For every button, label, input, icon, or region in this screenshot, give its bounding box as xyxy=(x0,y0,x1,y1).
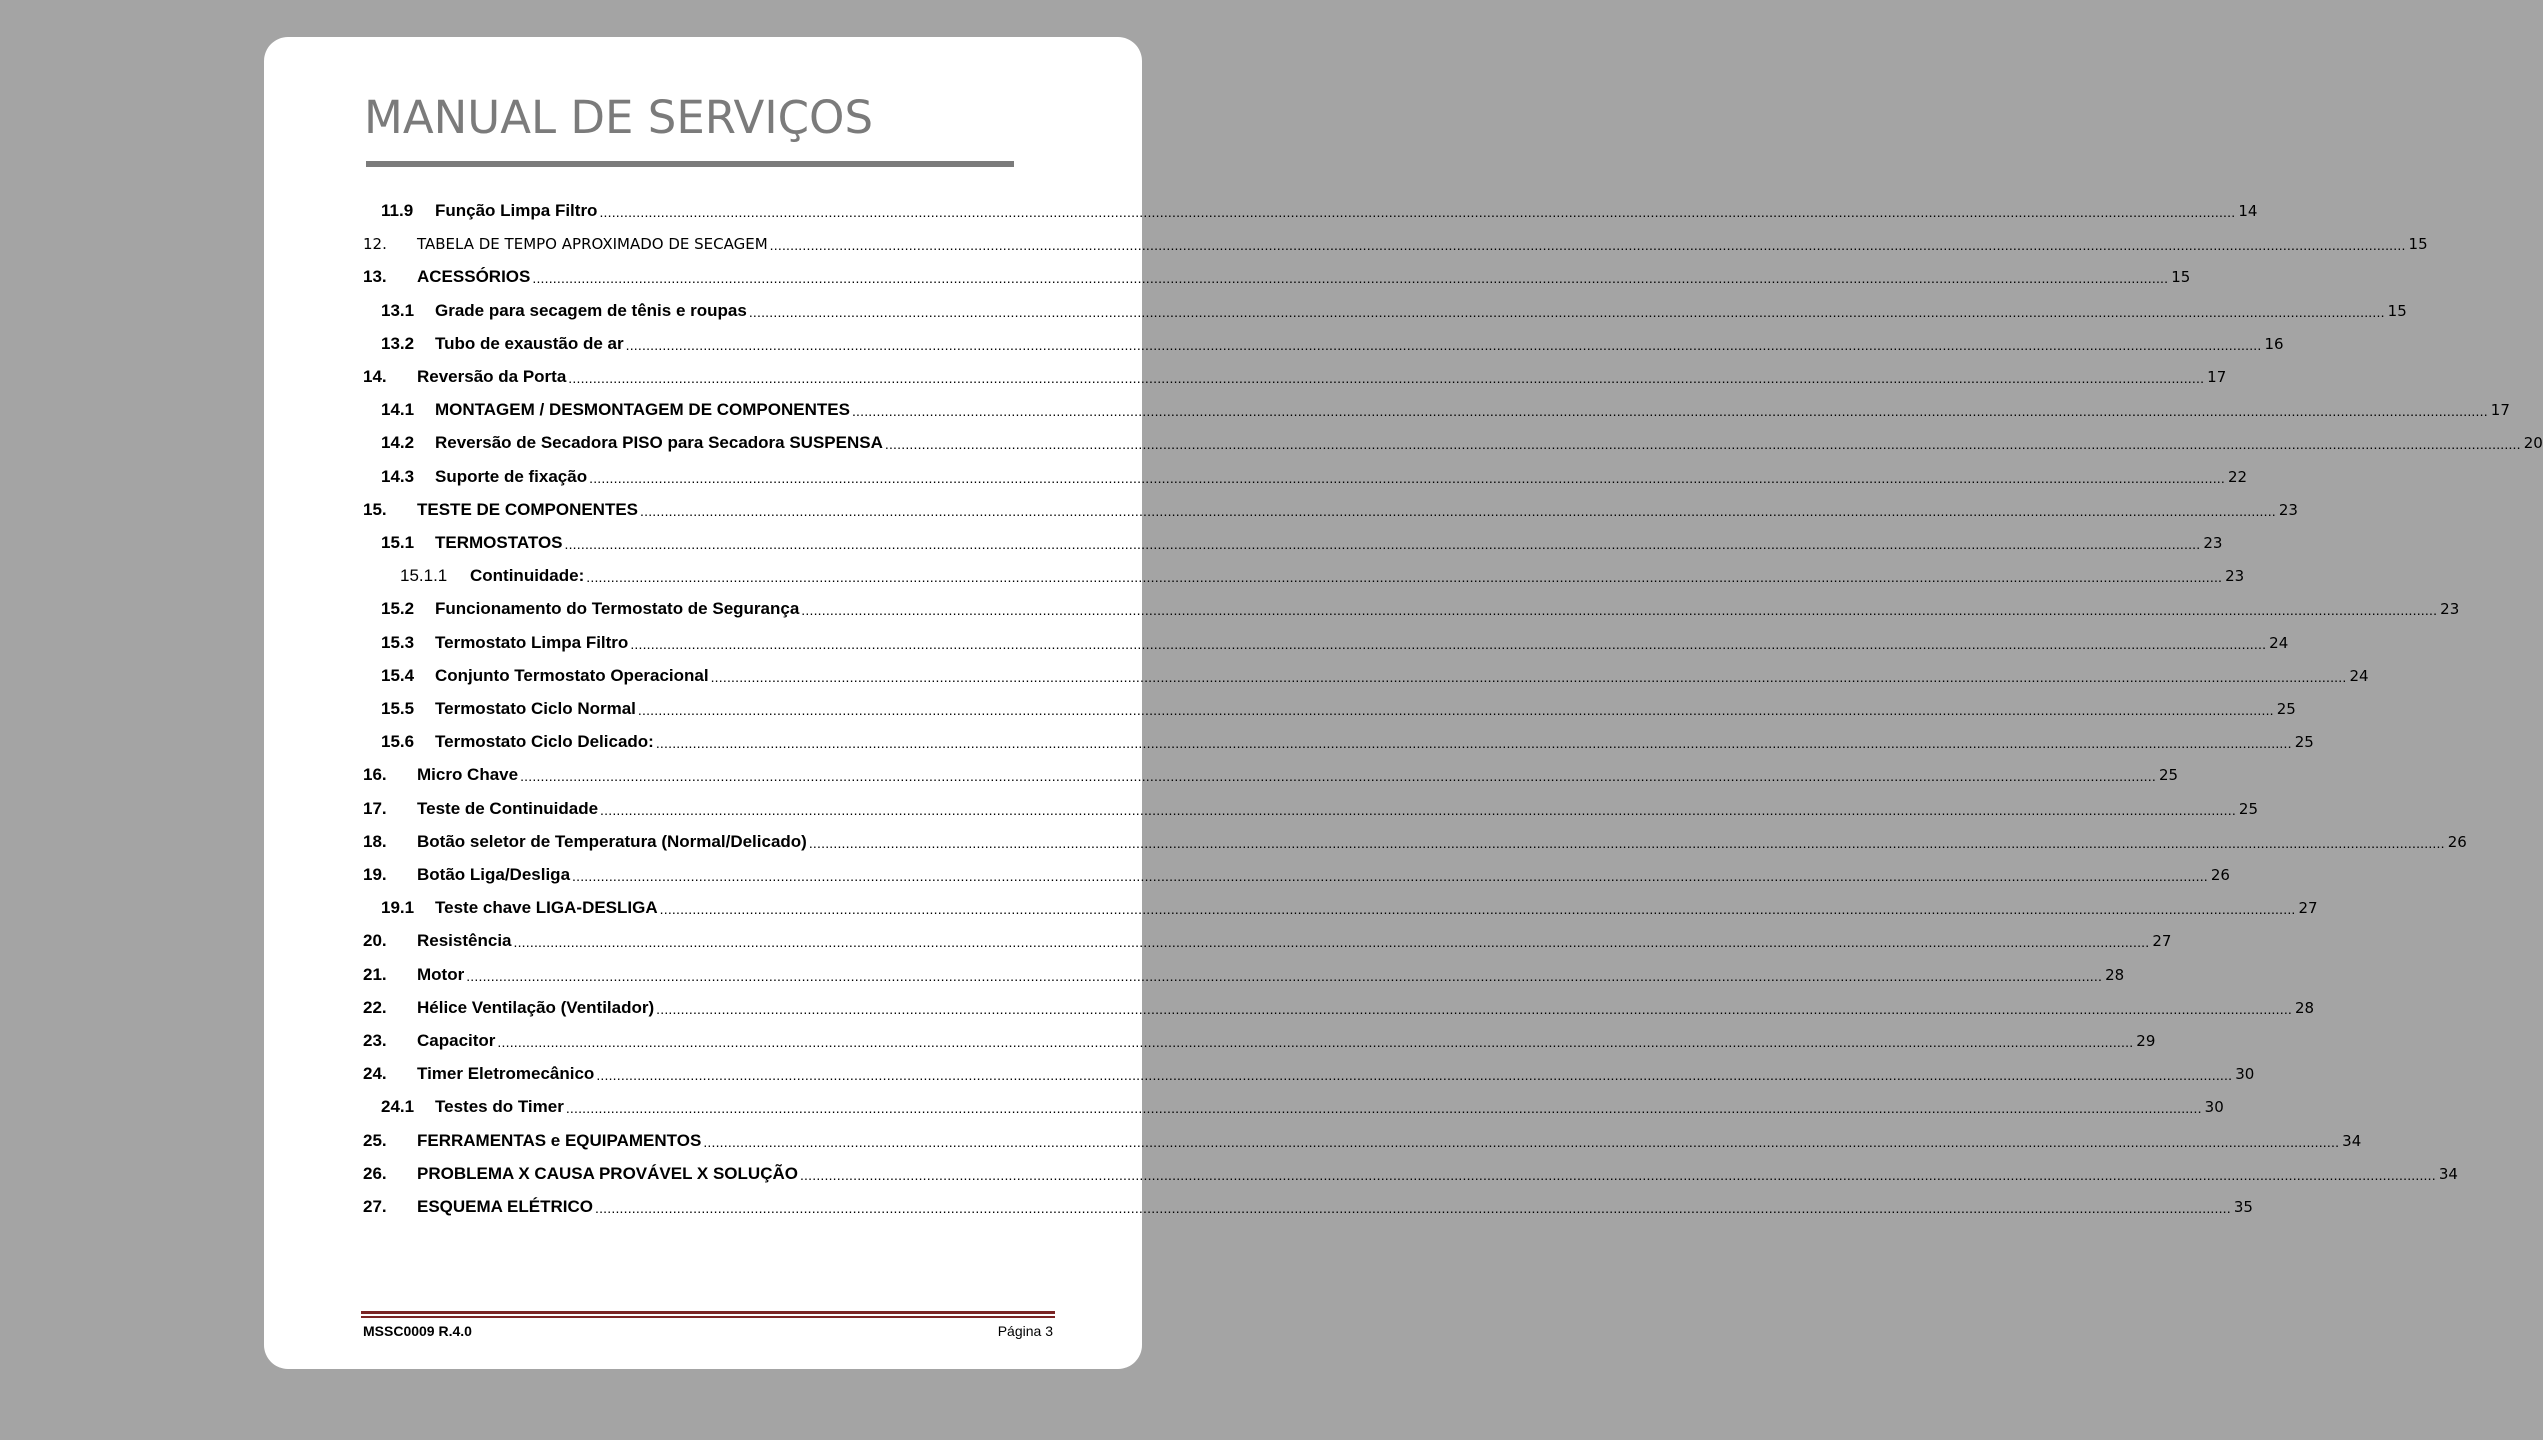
toc-dot-leader: ................................................................................................................................................................................................................................................................................................................................................................................................................ xyxy=(586,569,2223,586)
toc-entry-title: Resistência xyxy=(417,931,512,951)
footer-divider xyxy=(361,1311,1055,1314)
toc-entry-number: 15.2 xyxy=(381,599,415,619)
toc-dot-leader: ................................................................................................................................................................................................................................................................................................................................................................................................................ xyxy=(466,967,2103,984)
toc-entry[interactable] xyxy=(363,359,2227,386)
toc-entry-page: 16 xyxy=(2264,334,2284,353)
toc-entry[interactable] xyxy=(381,525,2223,552)
toc-entry[interactable] xyxy=(381,625,2289,652)
toc-entry-page: 17 xyxy=(2490,401,2510,420)
toc-dot-leader: ................................................................................................................................................................................................................................................................................................................................................................................................................ xyxy=(884,436,2521,453)
toc-entry-title: Grade para secagem de tênis e roupas xyxy=(435,300,747,320)
toc-dot-leader: ................................................................................................................................................................................................................................................................................................................................................................................................................ xyxy=(625,336,2262,353)
toc-entry-page: 15 xyxy=(2171,268,2191,287)
toc-dot-leader: ................................................................................................................................................................................................................................................................................................................................................................................................................ xyxy=(656,1000,2292,1017)
toc-entry-title: PROBLEMA X CAUSA PROVÁVEL X SOLUÇÃO xyxy=(417,1163,798,1183)
toc-entry-page: 25 xyxy=(2238,799,2258,818)
toc-entry-page: 25 xyxy=(2158,766,2179,785)
toc-entry-page: 28 xyxy=(2105,965,2125,984)
toc-entry[interactable] xyxy=(363,923,2172,951)
toc-entry[interactable] xyxy=(381,658,2369,685)
toc-entry-page: 25 xyxy=(2294,733,2314,752)
toc-entry-number: 15.6 xyxy=(381,732,415,752)
toc-entry[interactable] xyxy=(381,1089,2224,1117)
toc-dot-leader: ................................................................................................................................................................................................................................................................................................................................................................................................................ xyxy=(520,768,2156,785)
toc-entry-page: 23 xyxy=(2225,567,2245,586)
toc-entry-page: 14 xyxy=(2238,202,2258,220)
toc-entry-page: 24 xyxy=(2269,633,2289,652)
toc-entry[interactable] xyxy=(400,558,2245,586)
toc-entry-number: 21. xyxy=(363,964,387,984)
toc-entry[interactable] xyxy=(363,791,2258,818)
toc-entry[interactable] xyxy=(363,757,2179,785)
toc-dot-leader: ................................................................................................................................................................................................................................................................................................................................................................................................................ xyxy=(748,303,2385,320)
toc-entry-page: 34 xyxy=(2438,1164,2458,1183)
page-title: MANUAL DE SERVIÇOS xyxy=(364,91,874,144)
toc-entry-number: 13.2 xyxy=(381,333,415,353)
toc-entry[interactable] xyxy=(363,824,2467,851)
toc-entry-title: ESQUEMA ELÉTRICO xyxy=(417,1197,593,1216)
toc-entry-page: 29 xyxy=(2136,1032,2156,1050)
toc-dot-leader: ................................................................................................................................................................................................................................................................................................................................................................................................................ xyxy=(769,237,2406,254)
toc-entry-number: 14.3 xyxy=(381,466,415,486)
toc-entry-page: 30 xyxy=(2235,1065,2255,1084)
toc-entry[interactable] xyxy=(381,724,2314,752)
toc-entry-title: Hélice Ventilação (Ventilador) xyxy=(417,997,655,1017)
toc-entry[interactable] xyxy=(363,1156,2458,1183)
toc-entry[interactable] xyxy=(363,957,2125,984)
toc-entry-number: 13. xyxy=(363,267,387,287)
toc-dot-leader: ................................................................................................................................................................................................................................................................................................................................................................................................................ xyxy=(599,204,2236,220)
toc-entry-title: Micro Chave xyxy=(417,765,519,785)
toc-entry-title: Teste de Continuidade xyxy=(417,798,599,818)
toc-entry[interactable] xyxy=(381,691,2296,718)
toc-entry-number: 18. xyxy=(363,831,387,851)
toc-entry-page: 17 xyxy=(2207,368,2227,386)
toc-dot-leader: ................................................................................................................................................................................................................................................................................................................................................................................................................ xyxy=(595,1200,2231,1216)
toc-dot-leader: ................................................................................................................................................................................................................................................................................................................................................................................................................ xyxy=(799,1166,2436,1183)
toc-entry-title: TABELA DE TEMPO APROXIMADO DE SECAGEM xyxy=(417,235,768,254)
toc-entry-number: 25. xyxy=(363,1130,387,1150)
toc-entry-page: 35 xyxy=(2233,1198,2253,1216)
toc-dot-leader: ................................................................................................................................................................................................................................................................................................................................................................................................................ xyxy=(565,1100,2202,1117)
toc-entry-page: 24 xyxy=(2349,666,2369,685)
toc-entry-title: Continuidade: xyxy=(470,566,585,586)
toc-entry-number: 15.5 xyxy=(381,699,415,718)
toc-entry[interactable] xyxy=(381,425,2543,453)
toc-entry-number: 15.1 xyxy=(381,533,415,552)
toc-entry-page: 23 xyxy=(2440,600,2460,619)
toc-entry[interactable] xyxy=(381,890,2318,918)
toc-dot-leader: ................................................................................................................................................................................................................................................................................................................................................................................................................ xyxy=(564,536,2201,552)
toc-entry-number: 14.2 xyxy=(381,433,415,453)
toc-entry-number: 11.9 xyxy=(381,201,414,220)
toc-entry[interactable] xyxy=(381,459,2248,486)
toc-entry-page: 30 xyxy=(2204,1098,2224,1117)
toc-entry-title: ACESSÓRIOS xyxy=(417,267,531,287)
title-underline xyxy=(366,161,1014,167)
toc-entry-page: 22 xyxy=(2227,467,2248,486)
toc-entry-number: 14. xyxy=(363,367,387,386)
toc-dot-leader: ................................................................................................................................................................................................................................................................................................................................................................................................................ xyxy=(801,602,2438,619)
toc-entry[interactable] xyxy=(363,1056,2255,1084)
toc-entry-number: 23. xyxy=(363,1031,387,1050)
toc-entry[interactable] xyxy=(363,1189,2253,1216)
toc-entry-number: 27. xyxy=(363,1197,387,1216)
toc-entry-number: 24. xyxy=(363,1064,387,1084)
toc-entry-page: 20 xyxy=(2523,434,2543,453)
toc-entry-number: 22. xyxy=(363,997,387,1017)
toc-entry-number: 19. xyxy=(363,865,387,884)
toc-dot-leader: ................................................................................................................................................................................................................................................................................................................................................................................................................ xyxy=(659,901,2296,918)
toc-entry-page: 27 xyxy=(2298,899,2318,918)
toc-entry-title: TERMOSTATOS xyxy=(435,533,563,552)
toc-entry-number: 16. xyxy=(363,765,387,785)
toc-dot-leader: ................................................................................................................................................................................................................................................................................................................................................................................................................ xyxy=(637,702,2274,718)
toc-entry-title: Botão seletor de Temperatura (Normal/Delicado) xyxy=(417,831,807,851)
toc-entry[interactable] xyxy=(381,293,2407,320)
toc-entry[interactable] xyxy=(363,1123,2362,1150)
toc-entry-title: Termostato Ciclo Normal xyxy=(435,699,636,718)
toc-entry-title: Termostato Limpa Filtro xyxy=(435,632,629,652)
page-number: Página 3 xyxy=(997,1323,1053,1339)
toc-entry[interactable] xyxy=(363,492,2298,519)
toc-entry-title: FERRAMENTAS e EQUIPAMENTOS xyxy=(417,1130,702,1150)
toc-entry-title: Capacitor xyxy=(417,1031,496,1050)
toc-entry-title: Motor xyxy=(417,964,465,984)
toc-dot-leader: ................................................................................................................................................................................................................................................................................................................................................................................................................ xyxy=(572,868,2208,884)
toc-entry-page: 15 xyxy=(2387,301,2407,320)
toc-entry-number: 15. xyxy=(363,499,387,519)
toc-dot-leader: ................................................................................................................................................................................................................................................................................................................................................................................................................ xyxy=(710,668,2347,685)
toc-entry[interactable] xyxy=(381,326,2284,353)
toc-entry-number: 20. xyxy=(363,931,387,951)
toc-dot-leader: ................................................................................................................................................................................................................................................................................................................................................................................................................ xyxy=(630,635,2267,652)
toc-entry-title: Suporte de fixação xyxy=(435,466,588,486)
toc-entry[interactable] xyxy=(381,392,2510,420)
toc-entry[interactable] xyxy=(363,990,2315,1017)
toc-entry-title: MONTAGEM / DESMONTAGEM DE COMPONENTES xyxy=(435,400,850,420)
toc-entry-title: Conjunto Termostato Operacional xyxy=(435,665,709,685)
toc-entry-page: 34 xyxy=(2342,1131,2362,1150)
toc-entry-page: 25 xyxy=(2276,700,2296,718)
toc-entry-page: 26 xyxy=(2210,866,2230,884)
document-page xyxy=(264,37,2543,1369)
toc-dot-leader: ................................................................................................................................................................................................................................................................................................................................................................................................................ xyxy=(497,1034,2134,1050)
toc-entry-number: 17. xyxy=(363,798,387,818)
toc-entry-page: 23 xyxy=(2203,534,2223,552)
toc-entry-title: Função Limpa Filtro xyxy=(435,201,598,220)
toc-dot-leader: ................................................................................................................................................................................................................................................................................................................................................................................................................ xyxy=(568,370,2205,386)
toc-entry-page: 28 xyxy=(2295,998,2315,1017)
toc-entry-number: 12. xyxy=(363,235,387,254)
toc-dot-leader: ................................................................................................................................................................................................................................................................................................................................................................................................................ xyxy=(851,403,2488,420)
toc-dot-leader: ................................................................................................................................................................................................................................................................................................................................................................................................................ xyxy=(596,1067,2233,1084)
toc-entry-title: Tubo de exaustão de ar xyxy=(435,333,624,353)
toc-dot-leader: ................................................................................................................................................................................................................................................................................................................................................................................................................ xyxy=(600,801,2236,818)
toc-entry-page: 26 xyxy=(2447,832,2467,851)
toc-dot-leader: ................................................................................................................................................................................................................................................................................................................................................................................................................ xyxy=(703,1133,2340,1150)
toc-dot-leader: ................................................................................................................................................................................................................................................................................................................................................................................................................ xyxy=(532,270,2169,287)
toc-entry-title: Teste chave LIGA-DESLIGA xyxy=(435,898,658,918)
toc-dot-leader: ................................................................................................................................................................................................................................................................................................................................................................................................................ xyxy=(589,469,2225,486)
toc-entry-number: 15.3 xyxy=(381,632,415,652)
toc-dot-leader: ................................................................................................................................................................................................................................................................................................................................................................................................................ xyxy=(513,934,2150,951)
toc-entry-title: Termostato Ciclo Delicado: xyxy=(435,732,654,752)
toc-entry-title: Testes do Timer xyxy=(435,1097,564,1117)
toc-entry-page: 23 xyxy=(2278,500,2298,519)
toc-entry[interactable] xyxy=(381,591,2460,619)
toc-entry[interactable] xyxy=(363,259,2191,287)
toc-dot-leader: ................................................................................................................................................................................................................................................................................................................................................................................................................ xyxy=(640,502,2276,519)
toc-entry-number: 24.1 xyxy=(381,1097,415,1117)
toc-entry-number: 19.1 xyxy=(381,898,415,918)
toc-entry[interactable] xyxy=(363,226,2428,254)
toc-entry-title: Botão Liga/Desliga xyxy=(417,865,571,884)
toc-entry-page: 27 xyxy=(2152,932,2172,951)
toc-dot-leader: ................................................................................................................................................................................................................................................................................................................................................................................................................ xyxy=(808,834,2445,851)
toc-entry[interactable] xyxy=(363,1023,2156,1050)
toc-entry-title: TESTE DE COMPONENTES xyxy=(417,499,639,519)
toc-dot-leader: ................................................................................................................................................................................................................................................................................................................................................................................................................ xyxy=(655,735,2292,752)
toc-entry-number: 15.4 xyxy=(381,665,415,685)
toc-entry-number: 15.1.1 xyxy=(400,566,448,586)
toc-entry-number: 26. xyxy=(363,1163,387,1183)
toc-entry[interactable] xyxy=(381,193,2258,220)
document-code: MSSC0009 R.4.0 xyxy=(363,1323,472,1339)
toc-entry-title: Reversão da Porta xyxy=(417,367,567,386)
toc-entry[interactable] xyxy=(363,857,2230,884)
toc-entry-title: Funcionamento do Termostato de Segurança xyxy=(435,599,800,619)
toc-entry-number: 14.1 xyxy=(381,400,415,420)
toc-entry-number: 13.1 xyxy=(381,300,415,320)
toc-entry-page: 15 xyxy=(2408,235,2428,254)
footer-divider-secondary xyxy=(361,1316,1055,1318)
toc-entry-title: Reversão de Secadora PISO para Secadora SUSPENSA xyxy=(435,433,883,453)
toc-entry-title: Timer Eletromecânico xyxy=(417,1064,595,1084)
